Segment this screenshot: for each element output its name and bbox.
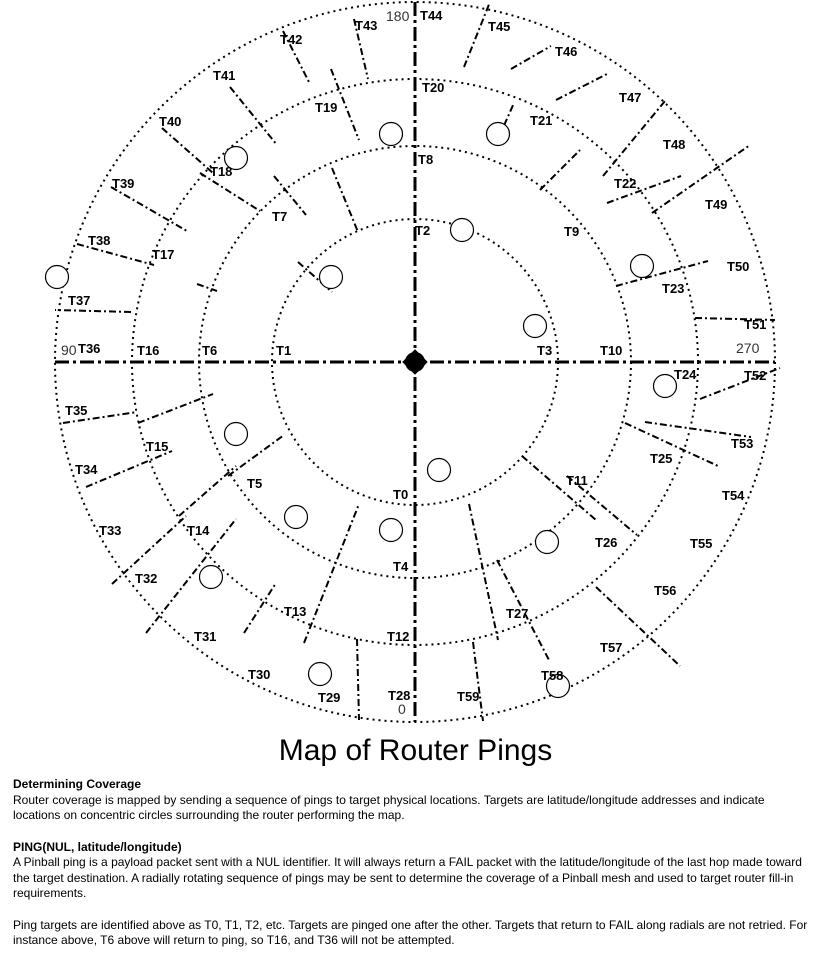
ping-marker-12 [380,519,403,542]
radial-segment-6 [138,394,213,423]
ping-marker-14 [200,566,223,589]
radial-segment-15 [473,642,483,721]
target-label: T13 [284,604,307,619]
degree-label-right: 270 [736,340,760,356]
target-label: T24 [674,367,697,382]
radial-segment-4 [55,310,131,312]
radial-segment-28 [603,101,665,176]
radial-segment-18 [522,456,596,520]
router-icon [402,349,427,374]
target-label: T43 [355,18,378,33]
target-label: T3 [537,343,553,358]
radial-segment-37 [162,128,213,173]
radial-segment-14 [357,639,359,720]
target-label: T9 [564,224,580,239]
target-label: T55 [690,536,713,551]
target-label: T16 [137,343,160,358]
target-label: T12 [387,629,410,644]
target-label: T22 [614,176,637,191]
ping-marker-0 [380,123,403,146]
target-label: T17 [152,247,175,262]
target-label: T14 [187,523,210,538]
ping-marker-9 [225,423,248,446]
ping-marker-10 [428,459,451,482]
target-label: T15 [146,439,169,454]
target-label: T47 [619,90,642,105]
target-label: T0 [393,487,409,502]
ping-marker-1 [487,123,510,146]
radial-segment-29 [556,73,609,100]
target-label: T29 [318,690,341,705]
target-label: T25 [650,451,673,466]
target-label: T49 [705,197,728,212]
target-label: T31 [194,629,217,644]
ping-marker-13 [536,531,559,554]
ping-marker-7 [524,315,547,338]
radial-segment-31 [464,2,490,67]
target-label: T26 [595,535,618,550]
ping-marker-6 [320,266,343,289]
target-label: T35 [65,403,88,418]
target-label: T39 [112,176,135,191]
section-body-ping: A Pinball ping is a payload packet sent with a NUL identifier. It will always return a FAIL packet with the latitude/longitude of the last hop made toward the target destination. A radially rotating sequence of pings may be sent to determine the coverage of a Pinball mesh and used to target router fill-in requirements. [13,855,802,900]
target-label: T4 [393,559,409,574]
target-label: T2 [415,223,431,238]
ping-marker-11 [285,506,308,529]
degree-label-left: 90 [61,342,77,358]
page-title: Map of Router Pings [278,734,553,767]
ping-marker-15 [309,663,332,686]
target-label: T36 [78,341,101,356]
target-label: T1 [276,343,292,358]
target-label: T5 [247,476,263,491]
target-label: T18 [210,164,233,179]
ping-marker-4 [631,255,654,278]
target-label: T50 [727,259,750,274]
radial-segment-16 [469,504,498,640]
ping-markers [46,123,677,698]
target-label: T40 [159,114,182,129]
target-label: T28 [388,688,411,703]
description-text [13,777,813,965]
target-label: T6 [202,343,218,358]
radial-segment-30 [511,46,551,69]
target-label: T52 [744,368,767,383]
radial-segment-36 [230,87,277,145]
target-label: T56 [654,583,677,598]
target-label: T44 [420,8,443,23]
target-label: T53 [731,436,754,451]
radial-segment-13 [304,504,359,643]
target-label: T51 [744,317,767,332]
ping-marker-3 [451,219,474,242]
section-body-targets: Ping targets are identified above as T0, T1, T2, etc. Targets are pinged one after the other. Targets that return to FAIL along radials are not retried. For instance above, T6 above will return to ping, so T16, and T36 will not be attempted. [13,917,808,947]
target-label: T33 [99,523,122,538]
radial-segment-9 [86,451,172,487]
target-label: T8 [418,152,434,167]
target-label: T37 [68,293,91,308]
target-label: T57 [600,640,623,655]
section-heading-coverage: Determining Coverage [13,777,142,791]
radial-segment-22 [645,422,751,437]
target-label: T48 [663,137,686,152]
radial-segment-1 [332,168,358,232]
section-heading-ping: PING(NUL, latitude/longitude) [13,839,182,854]
radial-segment-38 [111,187,187,231]
target-label: T27 [506,606,529,621]
degree-label-bottom: 0 [398,701,406,717]
target-label: T46 [555,44,578,59]
radial-segment-8 [179,466,236,516]
target-label: T23 [662,281,685,296]
section-body-coverage: Router coverage is mapped by sending a sequence of pings to target physical locations. Targets are latitude/longitude addresses and indicate locations on concentric circles surrounding the router performing the map. [13,792,765,822]
target-label: T54 [722,488,745,503]
target-label: T10 [600,343,623,358]
target-label: T7 [272,209,288,224]
radial-segment-33 [540,150,580,190]
radial-segment-12 [244,583,276,633]
degree-label-top: 180 [386,8,410,24]
target-label: T42 [280,32,303,47]
target-label: T34 [75,462,98,477]
target-label: T11 [566,473,588,488]
radial-segment-23 [700,368,780,399]
target-label: T38 [88,233,111,248]
target-label: T21 [530,113,553,128]
target-label: T32 [135,571,158,586]
target-label: T45 [488,19,511,34]
target-label: T19 [315,100,338,115]
target-label: T59 [457,689,480,704]
target-label: T41 [213,68,236,83]
target-label: T30 [248,667,271,682]
radial-segment-27 [652,145,750,213]
target-label: T20 [422,80,445,95]
ping-marker-5 [46,266,69,289]
target-label: T58 [541,668,564,683]
